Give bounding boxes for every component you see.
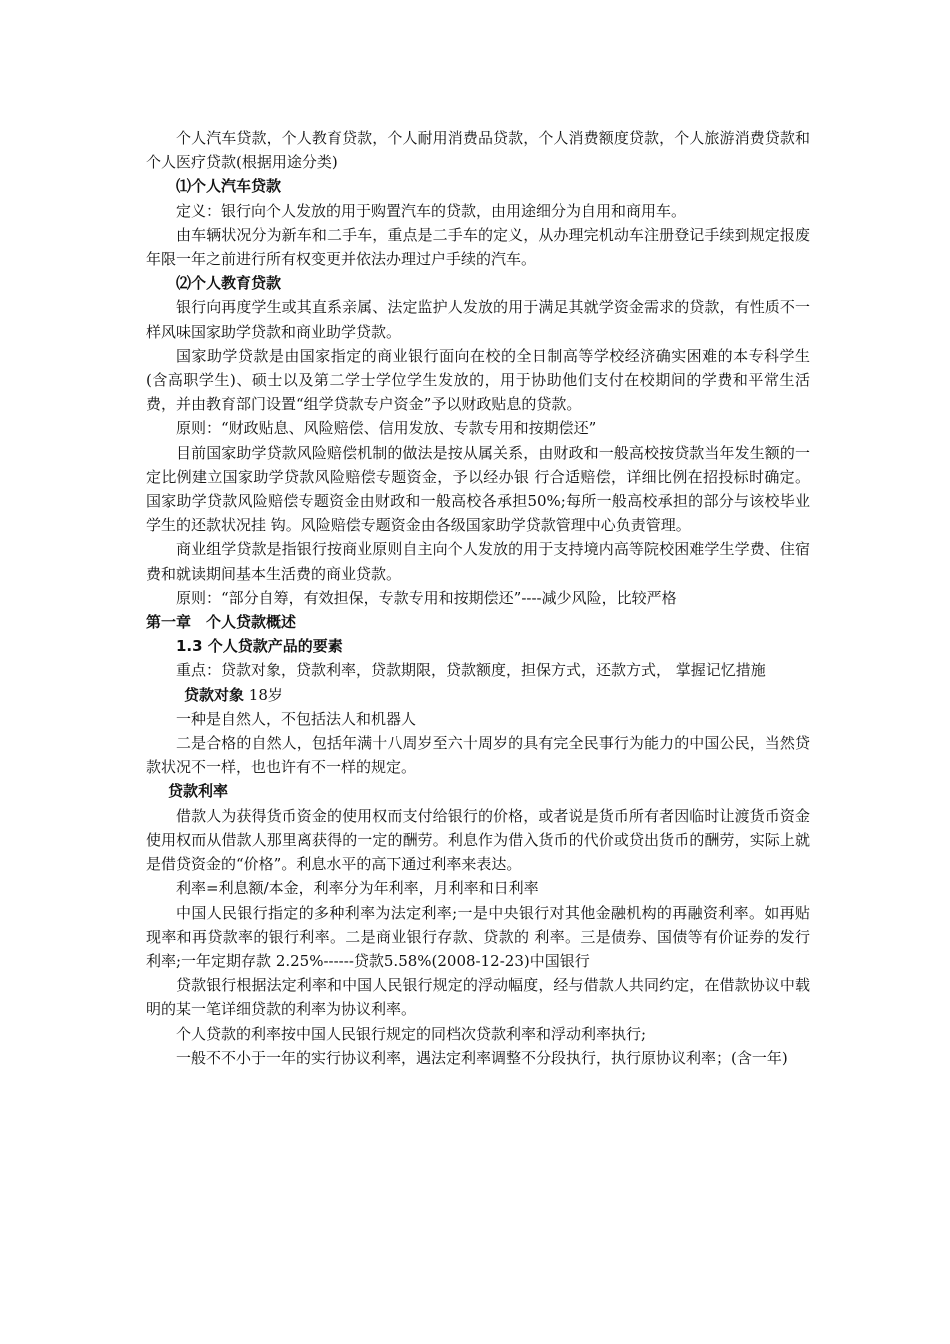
paragraph-risk-compensation: 目前国家助学贷款风险赔偿机制的做法是按从属关系，由财政和一般高校按贷款当年发生额的一定比例建立国家助学贷款风险赔偿专题资金，予以经办银 行合适赔偿，详细比例在招投标时确定。国家助学贷款风险赔偿专题资金由财政和一般高校各承担50%;每所一般高校承担的部分与该校毕业学生的还款状况挂 钩。风险赔偿专题资金由各级国家助学贷款管理中心负责管理。 bbox=[146, 443, 810, 535]
paragraph-loan-types: 个人汽车贷款，个人教育贷款，个人耐用消费品贷款，个人消费额度贷款，个人旅游消费贷款和个人医疗贷款(根据用途分类) bbox=[146, 129, 810, 172]
paragraph-qualified-person: 二是合格的自然人，包括年满十八周岁至六十周岁的具有完全民事行为能力的中国公民，当然贷款状况不一样，也也许有不一样的规定。 bbox=[146, 734, 810, 777]
paragraph-legal-rate: 中国人民银行指定的多种利率为法定利率;一是中央银行对其他金融机构的再融资利率。如再贴现率和再贷款率的银行利率。二是商业银行存款、贷款的 利率。三是债券、国债等有价证券的发行利率;一年定期存款 2.25%------贷款5.58%(2008-12-23)中国银行 bbox=[146, 903, 810, 970]
paragraph-rate-formula: 利率=利息额/本金，利率分为年利率，月利率和日利率 bbox=[176, 879, 539, 898]
heading-loan-object bbox=[146, 683, 810, 707]
paragraph-commercial-student-loan: 商业组学贷款是指银行按商业原则自主向个人发放的用于支持境内高等院校困难学生学费、住宿费和就读期间基本生活费的商业贷款。 bbox=[146, 540, 810, 583]
heading-loan-object-label: 贷款对象 bbox=[184, 685, 245, 704]
heading-car-loan: ⑴个人汽车贷款 bbox=[176, 177, 282, 196]
heading-education-loan: ⑵个人教育贷款 bbox=[176, 274, 282, 293]
paragraph-short-term-rate: 一般不不小于一年的实行协议利率，遇法定利率调整不分段执行，执行原协议利率；(含一年) bbox=[176, 1048, 788, 1067]
paragraph-interest-definition: 借款人为获得货币资金的使用权而支付给银行的价格，或者说是货币所有者因临时让渡货币资金使用权而从借款人那里离获得的一定的酬劳。利息作为借入货币的代价或贷出货币的酬劳，实际上就是借贷资金的“价格”。利息水平的高下通过利率来表达。 bbox=[146, 806, 810, 874]
paragraph-agreement-rate: 贷款银行根据法定利率和中国人民银行规定的浮动幅度，经与借款人共同约定，在借款协议中载明的某一笔详细贷款的利率为协议利率。 bbox=[146, 976, 810, 1019]
section-title: 1.3 个人贷款产品的要素 bbox=[176, 637, 343, 656]
paragraph-principle-2: 原则：“部分自筹，有效担保，专款专用和按期偿还”----减少风险，比较严格 bbox=[176, 588, 677, 607]
document-page bbox=[146, 126, 810, 1070]
paragraph-personal-loan-rate: 个人贷款的利率按中国人民银行规定的同档次贷款利率和浮动利率执行; bbox=[176, 1024, 647, 1043]
paragraph-used-car: 由车辆状况分为新车和二手车，重点是二手车的定义，从办理完机动车注册登记手续到规定报废年限一年之前进行所有权变更并依法办理过户手续的汽车。 bbox=[146, 225, 810, 269]
chapter-title: 第一章 个人贷款概述 bbox=[146, 613, 297, 632]
paragraph-national-student-loan: 国家助学贷款是由国家指定的商业银行面向在校的全日制高等学校经济确实困难的本专科学生(含高职学生)、硕士以及第二学士学位学生发放的，用于协助他们支付在校期间的学费和平常生活费，并由教育部门设置“组学贷款专户资金”予以财政贴息的贷款。 bbox=[146, 346, 810, 414]
paragraph-principle-1: 原则：“财政贴息、风险赔偿、信用发放、专款专用和按期偿还” bbox=[176, 419, 597, 438]
paragraph-car-loan-definition: 定义：银行向个人发放的用于购置汽车的贷款，由用途细分为自用和商用车。 bbox=[176, 201, 687, 220]
heading-loan-rate: 贷款利率 bbox=[168, 782, 229, 801]
paragraph-education-loan: 银行向再度学生或其直系亲属、法定监护人发放的用于满足其就学资金需求的贷款，有性质不一样风味国家助学贷款和商业助学贷款。 bbox=[146, 298, 810, 341]
paragraph-key-points: 重点：贷款对象，贷款利率，贷款期限，贷款额度，担保方式，还款方式， 掌握记忆措施 bbox=[176, 661, 766, 680]
heading-loan-object-age: 18岁 bbox=[244, 685, 283, 704]
paragraph-natural-person: 一种是自然人，不包括法人和机器人 bbox=[176, 709, 417, 728]
